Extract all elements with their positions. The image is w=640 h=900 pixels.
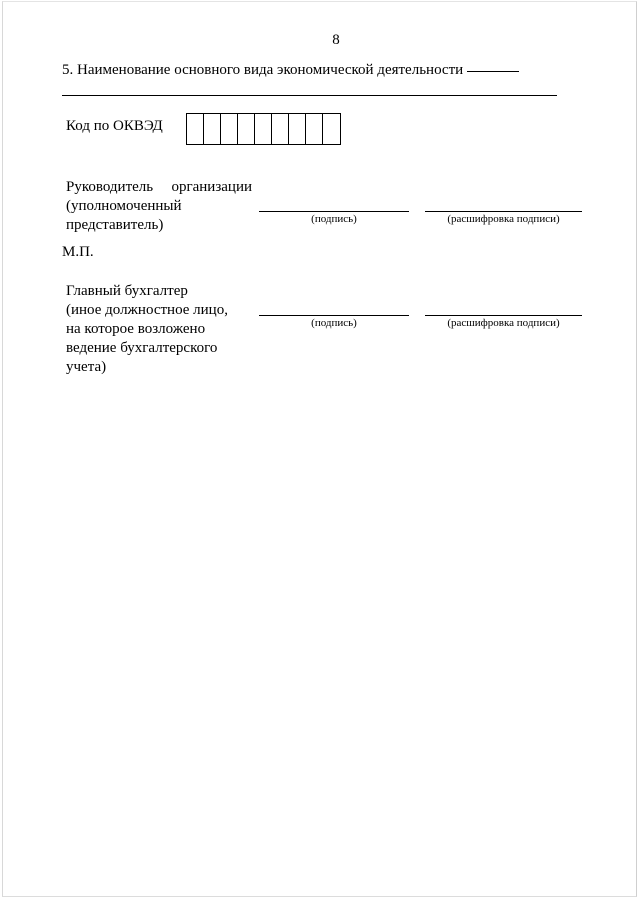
page-number: 8 — [332, 32, 340, 48]
section-title — [62, 62, 519, 79]
okved-cell[interactable] — [221, 114, 238, 144]
chief-accountant-label — [66, 282, 256, 377]
accountant-decoding-caption: (расшифровка подписи) — [447, 317, 560, 329]
okved-cell[interactable] — [306, 114, 323, 144]
accountant-label-line1: Главный бухгалтер — [66, 283, 188, 299]
okved-cell[interactable] — [204, 114, 221, 144]
stamp-placeholder: М.П. — [62, 244, 94, 260]
okved-label: Код по ОКВЭД — [66, 118, 163, 134]
head-label-line3: представитель) — [66, 217, 164, 233]
okved-cell[interactable] — [289, 114, 306, 144]
head-label-line2: (уполномоченный — [66, 198, 182, 214]
head-label-word2: организации — [171, 179, 252, 195]
head-of-organization-label — [66, 178, 252, 235]
head-signature-caption: (подпись) — [311, 213, 357, 225]
okved-cell[interactable] — [272, 114, 289, 144]
okved-code-boxes — [186, 113, 341, 145]
title-blank-field[interactable] — [467, 71, 519, 72]
okved-cell[interactable] — [255, 114, 272, 144]
accountant-label-line2: (иное должностное лицо, — [66, 302, 228, 318]
accountant-decoding-line[interactable] — [425, 315, 582, 316]
accountant-label-line4: ведение бухгалтерского — [66, 340, 218, 356]
head-signature-line[interactable] — [259, 211, 409, 212]
accountant-signature-caption: (подпись) — [311, 317, 357, 329]
section-title-text: 5. Наименование основного вида экономической деятельности — [62, 62, 464, 78]
head-label-word1: Руководитель — [66, 179, 154, 195]
okved-cell[interactable] — [187, 114, 204, 144]
accountant-label-line5: учета) — [66, 359, 107, 375]
head-decoding-line[interactable] — [425, 211, 582, 212]
okved-cell[interactable] — [323, 114, 340, 144]
accountant-label-line3: на которое возложено — [66, 321, 206, 337]
accountant-signature-line[interactable] — [259, 315, 409, 316]
title-continuation-line[interactable] — [62, 95, 557, 96]
okved-cell[interactable] — [238, 114, 255, 144]
head-decoding-caption: (расшифровка подписи) — [447, 213, 560, 225]
